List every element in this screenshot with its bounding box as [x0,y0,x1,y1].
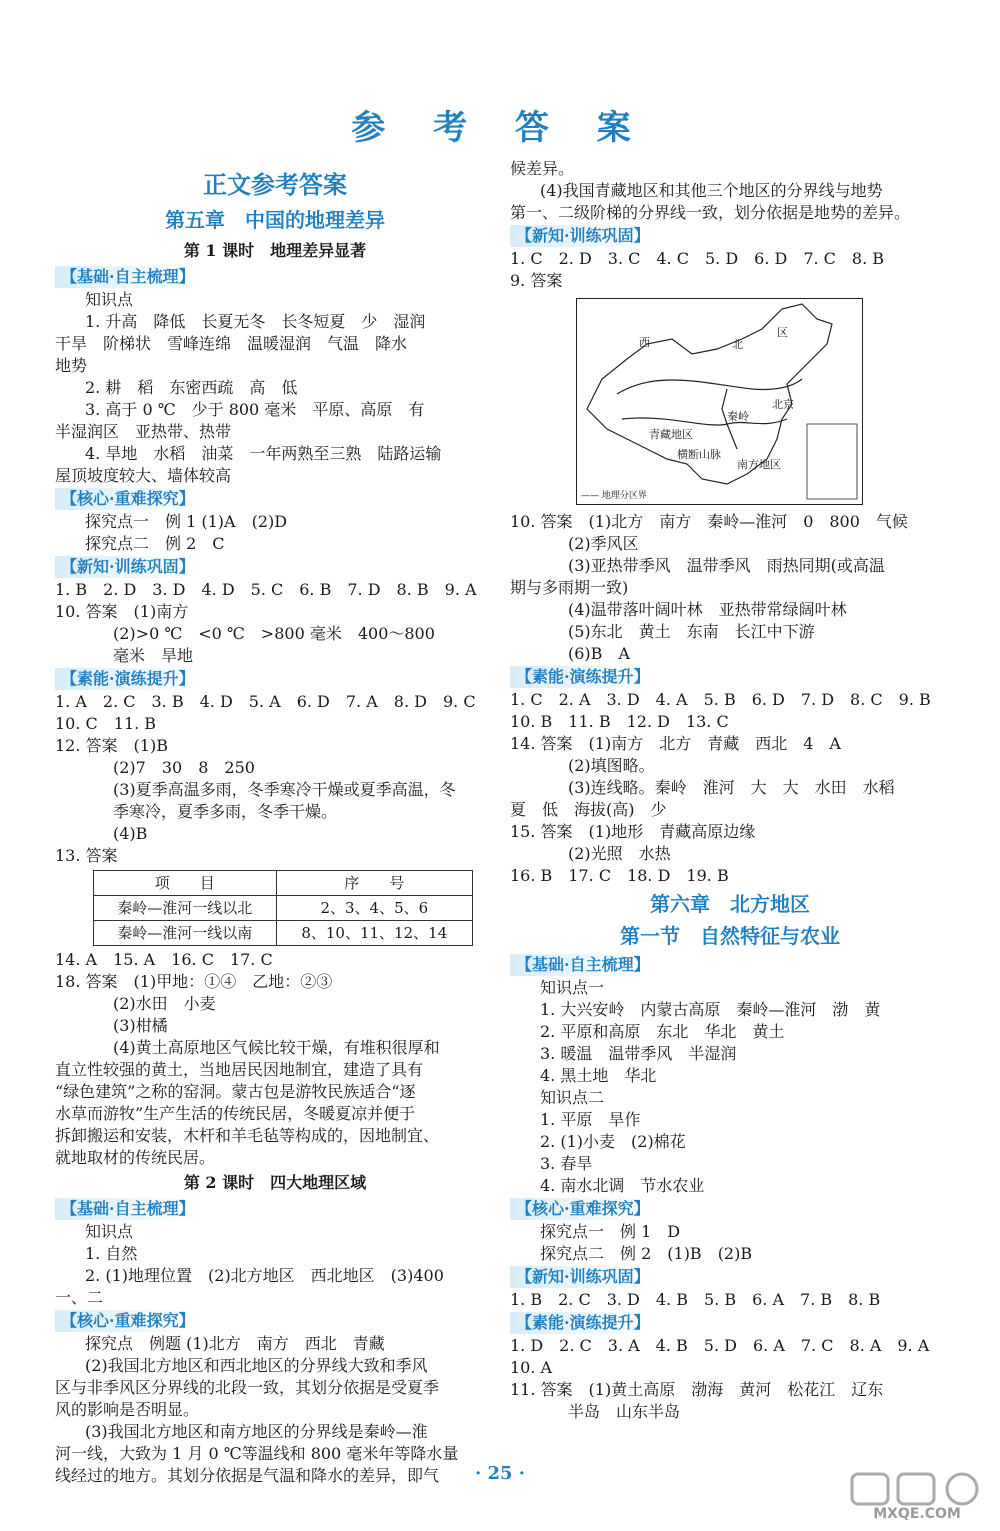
lesson-title: 第 1 课时 地理差异显著 [183,241,367,260]
answer-table [93,870,473,946]
map-label: 西 [639,336,650,349]
answer-line: 期与多雨期一致) [510,578,629,597]
answer-line: (2)光照 水热 [568,844,671,863]
section-tag: 【核心·重难探究】 [55,1310,201,1332]
answer-line: (3)连线略。秦岭 淮河 大 大 水田 水稻 [568,778,895,797]
map-label: 北京 [772,398,794,411]
section-tag: 【核心·重难探究】 [55,488,201,510]
answer-line: 探究点二 例 2 (1)B (2)B [540,1244,753,1263]
answer-line: (3)柑橘 [113,1016,168,1035]
answer-line: 9. 答案 [510,271,563,290]
chapter-title: 第六章 北方地区 [650,892,810,916]
left-column [55,165,495,1487]
answer-line: 10. C 11. B [55,714,157,733]
answer-line: 河一线，大致为 1 月 0 ℃等温线和 800 毫米年等降水量 [55,1444,459,1463]
answer-line: 4. 旱地 水稻 油菜 一年两熟至三熟 陆路运输 [85,444,442,463]
subheading: 知识点 [85,1222,134,1241]
answer-line: 14. 答案 (1)南方 北方 青藏 西北 4 A [510,734,841,753]
answer-line: 季寒冷，夏季多雨，冬季干燥。 [113,802,338,821]
answer-line: 风的影响是否明显。 [55,1400,200,1419]
answer-line: 12. 答案 (1)B [55,736,168,755]
watermark-text: MXQE.COM [873,1506,961,1522]
answer-line: 15. 答案 (1)地形 青藏高原边缘 [510,822,756,841]
section-subtitle: 第一节 自然特征与农业 [620,924,840,948]
table-cell: 秦岭—淮河一线以南 [94,921,277,946]
map-label: 横断山脉 [677,448,721,461]
lesson-title: 第 2 课时 四大地理区域 [183,1173,367,1192]
table-cell: 2、3、4、5、6 [276,896,472,921]
answer-line: (2)>0 ℃ <0 ℃ >800 毫米 400～800 [113,624,435,643]
answer-line: 1. A 2. C 3. B 4. D 5. A 6. D 7. A 8. D 9. C [55,692,476,711]
answer-line: (4)黄土高原地区气候比较干燥，有堆积很厚和 [113,1038,440,1057]
answer-line: 水草而游牧”生产生活的传统民居，冬暖夏凉并便于 [55,1104,416,1123]
answer-line: 探究点 例题 (1)北方 南方 西北 青藏 [85,1334,385,1353]
section-tag: 【新知·训练巩固】 [510,1266,656,1288]
table-row [94,896,473,921]
answer-line: 探究点一 例 1 (1)A (2)D [85,512,288,531]
answer-line: (5)东北 黄土 东南 长江中下游 [568,622,815,641]
answer-line: 10. B 11. B 12. D 13. C [510,712,729,731]
answer-line: 10. 答案 (1)北方 南方 秦岭—淮河 0 800 气候 [510,512,908,531]
section-tag: 【基础·自主梳理】 [510,954,656,976]
answer-line: 18. 答案 (1)甲地：①④ 乙地：②③ [55,972,333,991]
answer-line: 1. B 2. C 3. D 4. B 5. B 6. A 7. B 8. B [510,1290,881,1309]
answer-line: 干旱 阶梯状 雪峰连绵 温暖湿润 气温 降水 [55,334,408,353]
answer-line: 4. 南水北调 节水农业 [540,1176,705,1195]
section-tag: 【新知·训练巩固】 [510,225,656,247]
section-tag: 【新知·训练巩固】 [55,556,201,578]
answer-line: 4. 黑土地 华北 [540,1066,657,1085]
answer-line: (2)填图略。 [568,756,655,775]
section-tag: 【核心·重难探究】 [510,1198,656,1220]
answer-line: 毫米 旱地 [113,646,194,665]
answer-line: 半岛 山东半岛 [568,1402,681,1421]
answer-line: (4)B [113,824,148,843]
answer-line: 3. 春旱 [540,1154,593,1173]
page-title: 参 考 答 案 [351,108,649,148]
answer-line: 10. 答案 (1)南方 [55,602,189,621]
answer-line: “绿色建筑”之称的窑洞。蒙古包是游牧民族适合“逐 [55,1082,416,1101]
section-title: 正文参考答案 [203,170,347,199]
answer-line: (3)亚热带季风 温带季风 雨热同期(或高温 [568,556,885,575]
answer-line: 1. B 2. D 3. D 4. D 5. C 6. B 7. D 8. B 9. A [55,580,477,599]
answer-line: 屋顶坡度较大、墙体较高 [55,466,232,485]
answer-line: (2)我国北方地区和西北地区的分界线大致和季风 [85,1356,428,1375]
table-cell: 秦岭—淮河一线以北 [94,896,277,921]
map-label: 北 [732,338,743,351]
table-header: 项 目 [94,871,277,896]
section-tag: 【基础·自主梳理】 [55,1198,201,1220]
answer-line: (3)我国北方地区和南方地区的分界线是秦岭—淮 [85,1422,428,1441]
answer-line: 探究点二 例 2 C [85,534,225,553]
answer-line: 1. 大兴安岭 内蒙古高原 秦岭—淮河 渤 黄 [540,1000,881,1019]
section-tag: 【基础·自主梳理】 [55,266,201,288]
right-column [510,158,950,1423]
answer-line: 线经过的地方。其划分依据是气温和降水的差异，即气 [55,1466,440,1485]
answer-line: 2. 耕 稻 东密西疏 高 低 [85,378,298,397]
answer-line: 13. 答案 [55,846,118,865]
subheading: 知识点 [85,290,134,309]
section-tag: 【素能·演练提升】 [55,668,201,690]
answer-line: 探究点一 例 1 D [540,1222,681,1241]
table-header: 序 号 [276,871,472,896]
section-tag: 【素能·演练提升】 [510,1312,656,1334]
answer-line: (2)季风区 [568,534,639,553]
subheading: 知识点二 [540,1088,605,1107]
answer-line: (4)温带落叶阔叶林 亚热带常绿阔叶林 [568,600,847,619]
section-tag: 【素能·演练提升】 [510,666,656,688]
map-legend: —— 地理分区界 [581,491,647,501]
answer-line: 1. C 2. D 3. C 4. C 5. D 6. D 7. C 8. B [510,249,885,268]
answer-line: 区与非季风区分界线的北段一致，其划分依据是受夏季 [55,1378,440,1397]
table-cell: 8、10、11、12、14 [276,921,472,946]
answer-line: 一、二 [55,1288,104,1307]
answer-line: 半湿润区 亚热带、热带 [55,422,232,441]
answer-line: 3. 高于 0 ℃ 少于 800 毫米 平原、高原 有 [85,400,425,419]
answer-line: 第一、二级阶梯的分界线一致，划分依据是地势的差异。 [510,203,911,222]
answer-line: 11. 答案 (1)黄土高原 渤海 黄河 松花江 辽东 [510,1380,884,1399]
answer-line: 1. C 2. A 3. D 4. A 5. B 6. D 7. D 8. C 9. B [510,690,931,709]
answer-line: 1. 平原 旱作 [540,1110,641,1129]
answer-line: 直立性较强的黄土，当地居民因地制宜，建造了具有 [55,1060,424,1079]
answer-line: (2)水田 小麦 [113,994,216,1013]
answer-line: 1. D 2. C 3. A 4. B 5. D 6. A 7. C 8. A 9. A [510,1336,930,1355]
page-number: · 25 · [474,1463,526,1484]
answer-line: 3. 暖温 温带季风 半湿润 [540,1044,737,1063]
answer-line: (2)7 30 8 250 [113,758,255,777]
watermark-logo [842,1470,992,1525]
answer-line: 1. 升高 降低 长夏无冬 长冬短夏 少 湿润 [85,312,426,331]
answer-line: 16. B 17. C 18. D 19. B [510,866,729,885]
table-row [94,921,473,946]
china-region-map [576,298,863,505]
map-label: 南方地区 [737,458,781,471]
answer-line: 夏 低 海拔(高) 少 [510,800,667,819]
map-label: 秦岭 [727,410,749,423]
subheading: 知识点一 [540,978,605,997]
answer-line: 拆卸搬运和安装，木杆和羊毛毡等构成的，因地制宜、 [55,1126,440,1145]
answer-line: (6)B A [568,644,630,663]
answer-line: 2. (1)地理位置 (2)北方地区 西北地区 (3)400 [85,1266,444,1285]
answer-line: 1. 自然 [85,1244,138,1263]
answer-line: 10. A [510,1358,553,1377]
answer-line: 就地取材的传统民居。 [55,1148,216,1167]
map-label: 区 [777,326,788,339]
answer-line: 2. 平原和高原 东北 华北 黄土 [540,1022,785,1041]
answer-line: 14. A 15. A 16. C 17. C [55,950,273,969]
map-outline-icon [577,299,862,504]
watermark-icon [842,1470,992,1510]
map-label: 青藏地区 [649,428,693,441]
chapter-title: 第五章 中国的地理差异 [165,208,385,232]
answer-line: 2. (1)小麦 (2)棉花 [540,1132,686,1151]
answer-line: (4)我国青藏地区和其他三个地区的分界线与地势 [540,181,883,200]
answer-line: (3)夏季高温多雨，冬季寒冷干燥或夏季高温，冬 [113,780,456,799]
answer-line: 地势 [55,356,88,375]
answer-line: 候差异。 [510,159,575,178]
